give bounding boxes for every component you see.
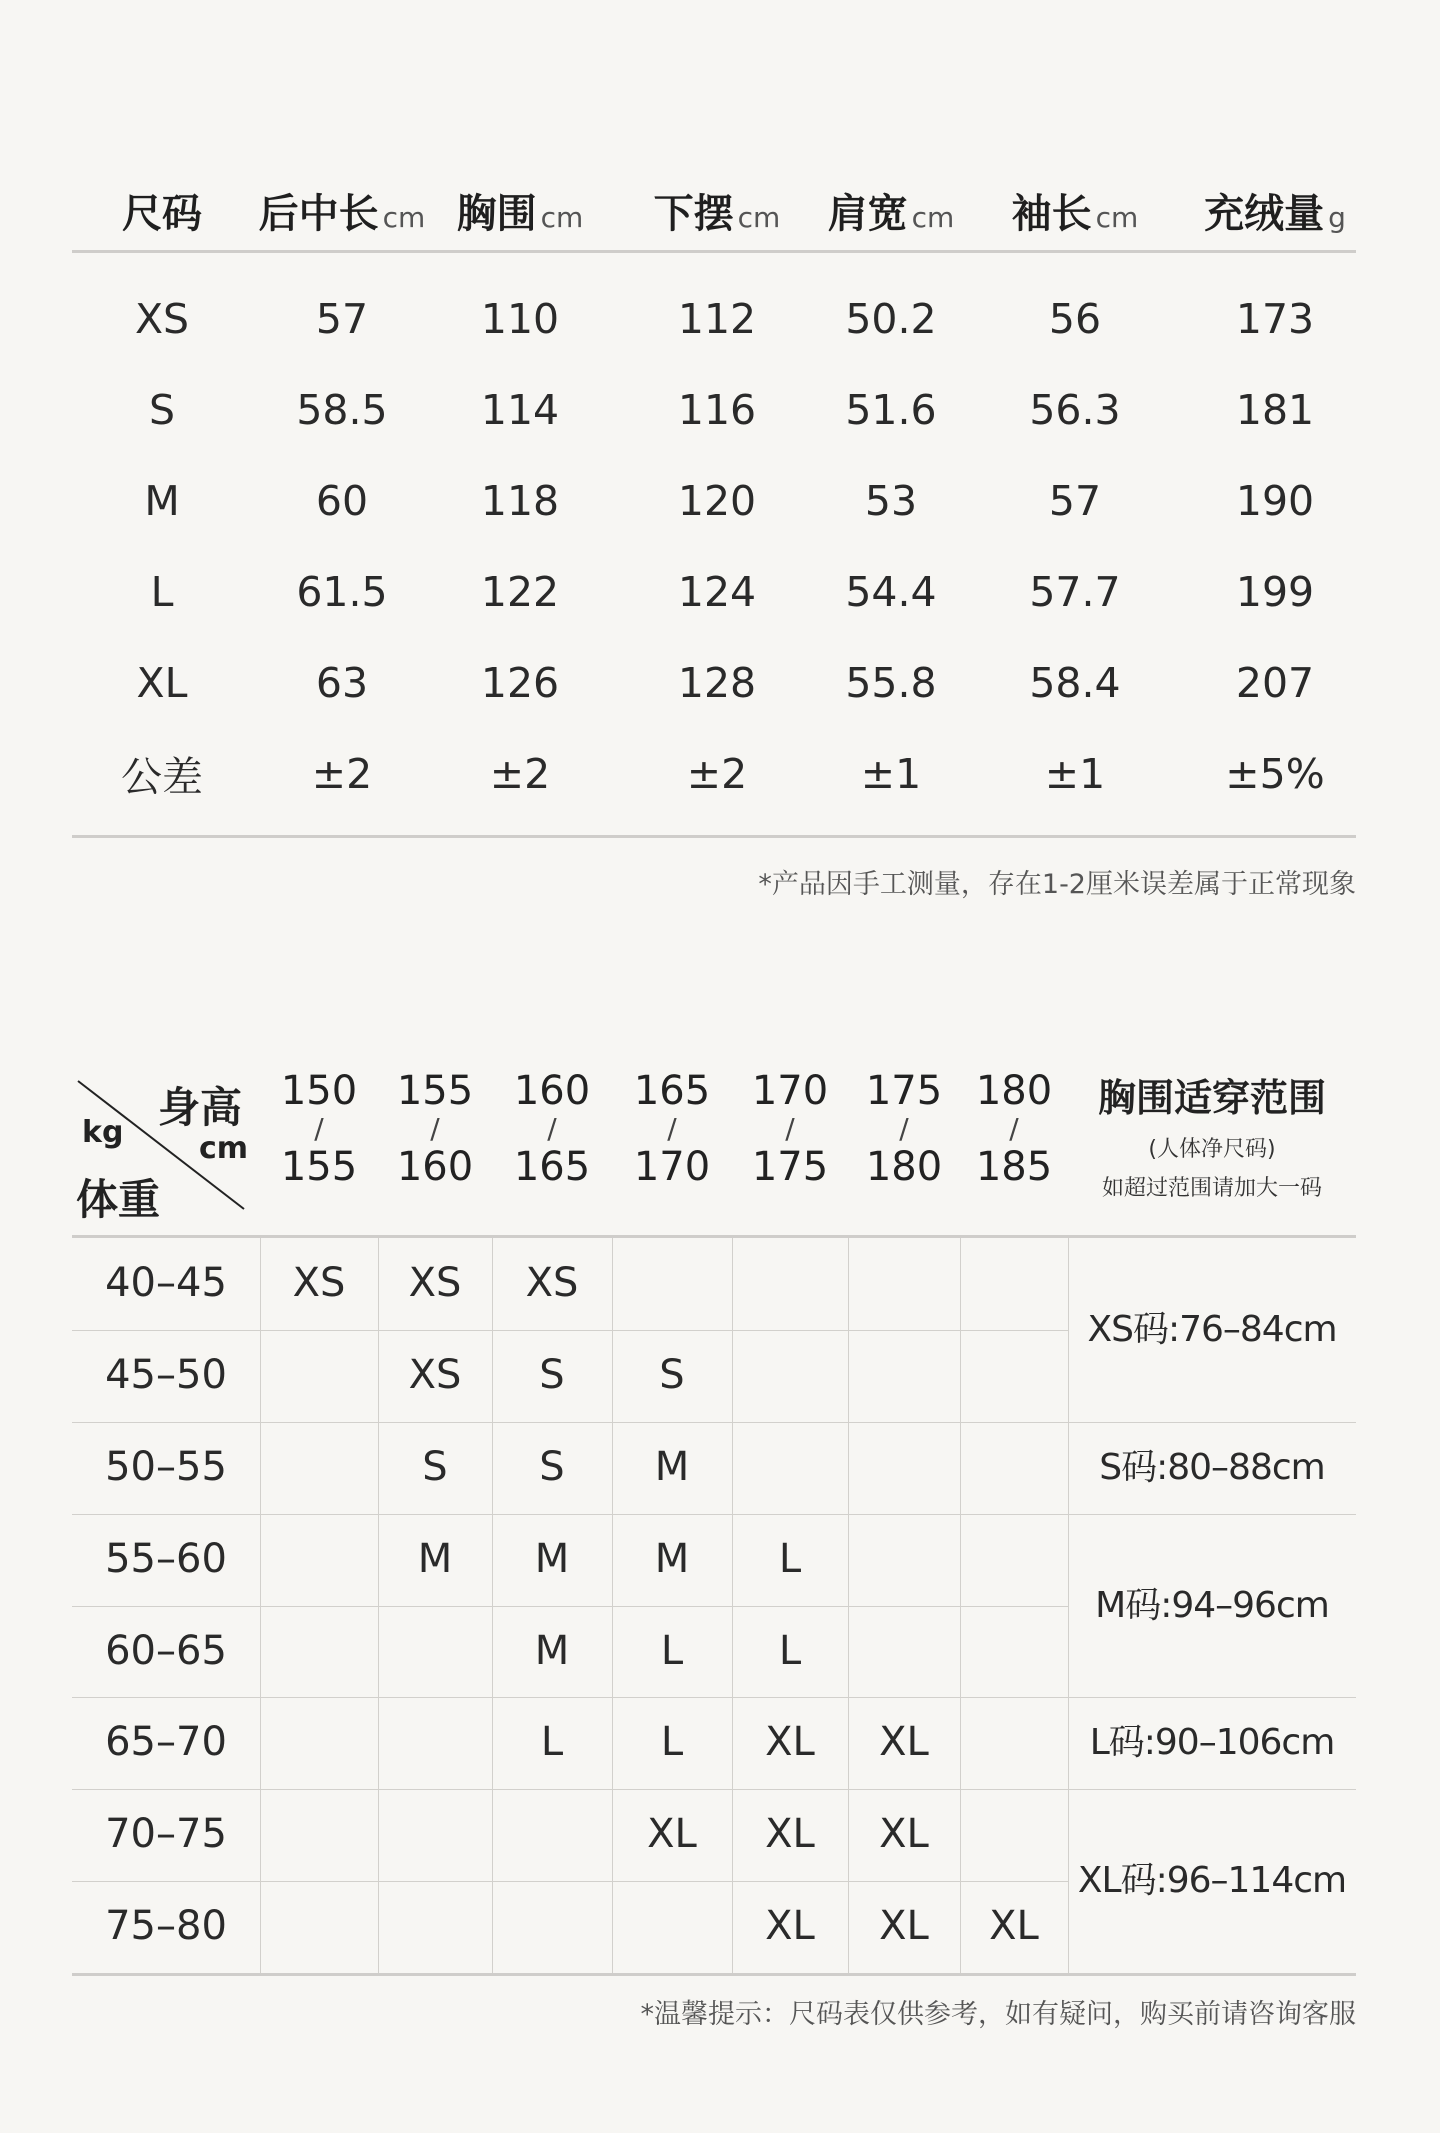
table-row <box>72 637 1356 728</box>
height-range-to: 185 <box>975 1144 1053 1190</box>
measurement-value: 128 <box>677 658 757 707</box>
weight-range-label: 60–65 <box>105 1627 227 1674</box>
height-range-from: 170 <box>751 1068 829 1114</box>
measurement-value: 54.4 <box>845 567 937 616</box>
reference-tip: *温馨提示：尺码表仅供参考，如有疑问，购买前请咨询客服 <box>640 1999 1356 2030</box>
recommended-size: M <box>534 1627 570 1674</box>
column-header-label: 充绒量 <box>1204 190 1325 237</box>
height-range-header <box>848 1068 960 1190</box>
measurement-value: 124 <box>677 567 757 616</box>
height-range-header <box>492 1068 612 1190</box>
recommended-size: XL <box>765 1811 815 1858</box>
column-header-label: 袖长 <box>1011 190 1092 237</box>
weight-unit: kg <box>82 1115 124 1150</box>
measurement-value: 116 <box>677 385 757 434</box>
measurement-value: 190 <box>1235 476 1315 525</box>
height-range-to: 175 <box>751 1144 829 1190</box>
measurement-value: ±1 <box>1044 749 1106 798</box>
column-header <box>608 182 826 239</box>
measurement-value: 55.8 <box>845 658 937 707</box>
measurement-table <box>72 170 1356 901</box>
height-range-from: 160 <box>513 1068 591 1114</box>
height-range-header <box>260 1068 378 1190</box>
measurement-value: 60 <box>315 476 369 525</box>
column-header <box>826 182 956 239</box>
recommendation-grid <box>72 1235 1356 1976</box>
height-range-to: 160 <box>396 1144 474 1190</box>
measurement-value: ±2 <box>489 749 551 798</box>
measurement-value: 120 <box>677 476 757 525</box>
measurement-value: 112 <box>677 294 757 343</box>
recommended-size: XS <box>292 1260 346 1306</box>
height-range-from: 165 <box>633 1068 711 1114</box>
measurement-value: 53 <box>864 476 918 525</box>
column-header-unit: cm <box>737 200 781 234</box>
range-separator: / <box>547 1112 557 1145</box>
range-separator: / <box>667 1112 677 1145</box>
column-header-unit: cm <box>1095 200 1139 234</box>
recommended-size: L <box>540 1719 564 1766</box>
column-header <box>1194 182 1356 239</box>
measurement-value: 57 <box>1048 476 1102 525</box>
range-separator: / <box>314 1112 324 1145</box>
height-range-from: 175 <box>865 1068 943 1114</box>
table-row <box>72 728 1356 819</box>
height-range-header <box>612 1068 732 1190</box>
chest-range-value: XS码:76–84cm <box>1087 1309 1337 1350</box>
size-label: M <box>144 476 180 525</box>
range-separator: / <box>430 1112 440 1145</box>
measurement-value: 114 <box>480 385 560 434</box>
measurement-value: 118 <box>480 476 560 525</box>
recommended-size: XS <box>525 1260 579 1306</box>
height-range-from: 180 <box>975 1068 1053 1114</box>
column-header-unit: cm <box>382 200 426 234</box>
recommended-size: L <box>778 1535 802 1582</box>
height-label: 身高 <box>157 1083 242 1132</box>
range-separator: / <box>899 1112 909 1145</box>
height-range-header <box>378 1068 492 1190</box>
size-label: L <box>150 567 174 616</box>
recommended-size: L <box>660 1719 684 1766</box>
column-header <box>956 182 1194 239</box>
measurement-value: 58.4 <box>1029 658 1121 707</box>
height-range-to: 180 <box>865 1144 943 1190</box>
recommended-size: XL <box>765 1903 815 1950</box>
measurement-value: ±2 <box>686 749 748 798</box>
recommended-size: XS <box>408 1351 462 1398</box>
measurement-value: 58.5 <box>296 385 388 434</box>
measurement-value: ±5% <box>1225 749 1325 798</box>
footer-divider <box>72 835 1356 838</box>
column-header-label: 胸围 <box>456 190 537 237</box>
chest-range-title: 胸围适穿范围 <box>1097 1076 1326 1120</box>
recommended-size: XL <box>765 1719 815 1766</box>
recommended-size: L <box>778 1627 802 1674</box>
measurement-value: 57 <box>315 294 369 343</box>
recommended-size: M <box>654 1443 690 1490</box>
chest-range-value: S码:80–88cm <box>1099 1446 1325 1488</box>
measurement-value: ±1 <box>860 749 922 798</box>
measurement-value: 181 <box>1235 385 1315 434</box>
recommended-size: XL <box>879 1811 929 1858</box>
recommended-size: M <box>417 1535 453 1582</box>
height-range-to: 155 <box>280 1144 358 1190</box>
measurement-value: 173 <box>1235 294 1315 343</box>
chest-range-subtitle: (人体净尺码) <box>1148 1137 1276 1162</box>
table-row <box>72 546 1356 637</box>
measurement-value: ±2 <box>311 749 373 798</box>
chest-range-value: XL码:96–114cm <box>1077 1860 1347 1902</box>
recommended-size: XS <box>408 1260 462 1306</box>
range-separator: / <box>785 1112 795 1145</box>
weight-range-label: 70–75 <box>105 1811 227 1858</box>
chest-range-hint: 如超过范围请加大一码 <box>1101 1176 1322 1201</box>
column-header-label: 肩宽 <box>827 190 908 237</box>
measurement-value: 110 <box>480 294 560 343</box>
weight-range-label: 55–60 <box>105 1535 227 1582</box>
chest-range-value: L码:90–106cm <box>1089 1722 1335 1764</box>
size-recommendation-table <box>72 1055 1356 1976</box>
table-row <box>72 364 1356 455</box>
measurement-value: 61.5 <box>296 567 388 616</box>
weight-range-label: 45–50 <box>105 1351 227 1398</box>
table-row <box>72 455 1356 546</box>
column-header-label: 下摆 <box>653 190 734 237</box>
chest-range-header <box>1068 1067 1356 1202</box>
chest-range-value: M码:94–96cm <box>1095 1584 1329 1626</box>
recommended-size: L <box>660 1627 684 1674</box>
recommended-size: XL <box>879 1719 929 1766</box>
measurement-header-row <box>72 170 1356 250</box>
weight-range-label: 75–80 <box>105 1903 227 1950</box>
column-header-unit: cm <box>540 200 584 234</box>
measurement-body <box>72 253 1356 835</box>
weight-label: 体重 <box>76 1175 161 1224</box>
column-header-label: 尺码 <box>122 190 202 237</box>
height-range-to: 165 <box>513 1144 591 1190</box>
measurement-value: 50.2 <box>845 294 937 343</box>
height-range-from: 150 <box>280 1068 358 1114</box>
size-label: 公差 <box>121 753 203 801</box>
column-header-unit: g <box>1328 200 1346 234</box>
size-label: S <box>148 385 176 434</box>
measurement-value: 199 <box>1235 567 1315 616</box>
column-header <box>252 182 432 239</box>
measurement-value: 57.7 <box>1029 567 1121 616</box>
measurement-value: 56.3 <box>1029 385 1121 434</box>
weight-range-label: 65–70 <box>105 1719 227 1766</box>
measurement-value: 126 <box>480 658 560 707</box>
measurement-value: 56 <box>1048 294 1102 343</box>
height-range-to: 170 <box>633 1144 711 1190</box>
recommendation-header <box>72 1055 1356 1235</box>
measurement-value: 63 <box>315 658 369 707</box>
column-header <box>72 182 252 239</box>
weight-range-label: 40–45 <box>105 1260 227 1306</box>
corner-header <box>72 1075 250 1224</box>
measurement-value: 122 <box>480 567 560 616</box>
recommended-size: S <box>422 1443 448 1490</box>
column-header <box>432 182 608 239</box>
measurement-note: *产品因手工测量，存在1-2厘米误差属于正常现象 <box>758 869 1356 900</box>
size-label: XL <box>136 658 188 707</box>
recommended-size: XL <box>879 1903 929 1950</box>
column-header-label: 后中长 <box>258 190 379 237</box>
column-header-unit: cm <box>911 200 955 234</box>
recommended-size: S <box>539 1351 565 1398</box>
weight-range-label: 50–55 <box>105 1443 227 1490</box>
size-label: XS <box>134 294 190 343</box>
range-separator: / <box>1009 1112 1019 1145</box>
recommended-size: XL <box>647 1811 697 1858</box>
height-unit: cm <box>198 1131 248 1166</box>
recommended-size: S <box>539 1443 565 1490</box>
recommended-size: M <box>654 1535 690 1582</box>
recommended-size: M <box>534 1535 570 1582</box>
height-range-header <box>732 1068 848 1190</box>
recommended-size: XL <box>989 1903 1039 1950</box>
recommended-size: S <box>659 1351 685 1398</box>
measurement-value: 51.6 <box>845 385 937 434</box>
measurement-value: 207 <box>1235 658 1315 707</box>
height-range-header <box>960 1068 1068 1190</box>
table-row <box>72 273 1356 364</box>
height-range-from: 155 <box>396 1068 474 1114</box>
